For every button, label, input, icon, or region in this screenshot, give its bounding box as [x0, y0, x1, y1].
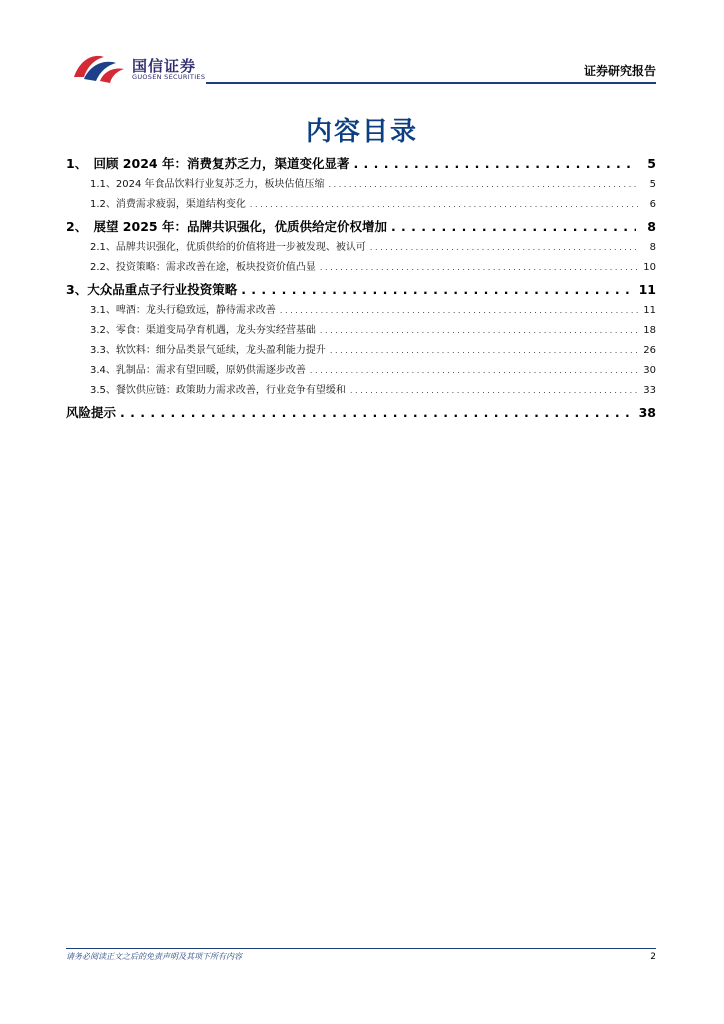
- toc-page-number: 33: [643, 385, 656, 396]
- toc-leader-dots: [391, 216, 636, 238]
- toc-leader-dots: [320, 258, 638, 278]
- toc-page-number: 30: [643, 365, 656, 376]
- toc-section-risk[interactable]: [66, 402, 656, 424]
- toc-leader-dots: [329, 175, 638, 195]
- toc-page-number: 10: [643, 262, 656, 273]
- toc-leader-dots: [310, 361, 638, 381]
- toc-entry-text: 2.1、品牌共识强化，优质供给的价值将进一步被发现、被认可: [90, 242, 366, 253]
- guosen-logo-icon: [70, 51, 128, 85]
- toc-page-number: 11: [638, 282, 656, 297]
- page-title: 内容目录: [305, 117, 418, 147]
- toc-page-number: 38: [638, 405, 656, 420]
- toc-entry-text: 3、大众品重点子行业投资策略: [66, 282, 238, 297]
- toc-leader-dots: [330, 341, 638, 361]
- toc-subsection-3-3[interactable]: [66, 341, 656, 361]
- toc-entry-text: 1、 回顾 2024 年：消费复苏乏力，渠道变化显著: [66, 156, 350, 171]
- toc-leader-dots: [241, 279, 634, 301]
- toc-page-number: 18: [643, 325, 656, 336]
- toc-entry-text: 1.1、2024 年食品饮料行业复苏乏力，板块估值压缩: [90, 179, 325, 190]
- toc-entry-text: 3.3、软饮料：细分品类景气延续，龙头盈利能力提升: [90, 345, 326, 356]
- logo-chinese-name: 国信证券: [132, 57, 197, 75]
- toc-entry-text: 3.4、乳制品：需求有望回暖，原奶供需逐步改善: [90, 365, 306, 376]
- toc-subsection-3-1[interactable]: [66, 301, 656, 321]
- toc-leader-dots: [320, 321, 638, 341]
- toc-leader-dots: [353, 153, 636, 175]
- toc-entry-text: 3.5、餐饮供应链：政策助力需求改善，行业竞争有望缓和: [90, 385, 346, 396]
- toc-subsection-2-1[interactable]: [66, 238, 656, 258]
- toc-leader-dots: [120, 402, 635, 424]
- toc-section-2[interactable]: [66, 216, 656, 238]
- toc-page-number: 8: [649, 242, 656, 253]
- report-type-label: 证券研究报告: [583, 64, 656, 78]
- header-divider: [206, 82, 656, 84]
- toc-subsection-1-1[interactable]: [66, 175, 656, 195]
- toc-subsection-3-5[interactable]: [66, 381, 656, 401]
- toc-section-1[interactable]: [66, 153, 656, 175]
- footer-disclaimer: 请务必阅读正文之后的免责声明及其项下所有内容: [66, 952, 242, 961]
- toc-subsection-3-2[interactable]: [66, 321, 656, 341]
- toc-entry-text: 2.2、投资策略：需求改善在途，板块投资价值凸显: [90, 262, 316, 273]
- toc-page-number: 5: [647, 156, 656, 171]
- toc-leader-dots: [370, 238, 638, 258]
- toc-entry-text: 3.1、啤酒：龙头行稳致远，静待需求改善: [90, 305, 276, 316]
- page-header: [66, 50, 656, 86]
- toc-page-number: 11: [643, 305, 656, 316]
- guosen-logo: [70, 51, 220, 85]
- toc-entry-text: 3.2、零食：渠道变局孕育机遇，龙头夯实经营基础: [90, 325, 316, 336]
- toc-subsection-1-2[interactable]: [66, 195, 656, 215]
- toc-page-number: 26: [643, 345, 656, 356]
- toc-page-number: 6: [649, 199, 656, 210]
- table-of-contents: [66, 152, 656, 424]
- toc-leader-dots: [250, 195, 638, 215]
- footer-divider: [66, 948, 656, 949]
- toc-page-number: 8: [647, 219, 656, 234]
- toc-entry-text: 1.2、消费需求疲弱，渠道结构变化: [90, 199, 246, 210]
- logo-english-name: GUOSEN SECURITIES: [132, 73, 206, 81]
- toc-leader-dots: [350, 381, 638, 401]
- toc-entry-text: 风险提示: [66, 405, 117, 420]
- toc-entry-text: 2、 展望 2025 年：品牌共识强化，优质供给定价权增加: [66, 219, 387, 234]
- toc-leader-dots: [280, 301, 638, 321]
- toc-subsection-2-2[interactable]: [66, 258, 656, 278]
- toc-section-3[interactable]: [66, 279, 656, 301]
- page-number: 2: [650, 952, 656, 962]
- toc-subsection-3-4[interactable]: [66, 361, 656, 381]
- toc-page-number: 5: [649, 179, 656, 190]
